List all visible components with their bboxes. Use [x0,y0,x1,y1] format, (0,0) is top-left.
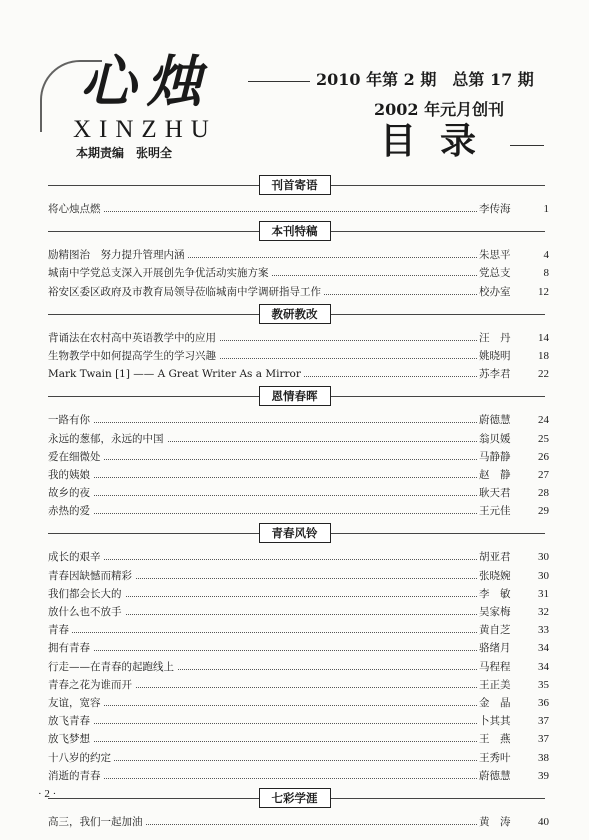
entry-title: 青春因缺憾而精彩 [48,567,135,585]
entry-page: 27 [538,468,549,481]
dot-leader [48,513,477,514]
entry-page: 39 [538,769,549,782]
entry-author: 吴家梅 [477,603,519,621]
dot-leader [48,477,477,478]
entry-page: 36 [538,696,549,709]
magazine-logo: 心烛 [80,49,212,115]
toc-entry[interactable] [0,658,589,676]
dot-leader [48,741,477,742]
section-header [0,787,589,811]
toc-entry[interactable] [0,621,589,639]
entry-title: 我们都会长大的 [48,585,125,603]
toc-entry[interactable] [0,466,589,484]
section-title: 青春风铃 [259,523,331,543]
entry-author: 黄 涛 [477,813,519,831]
section-header [0,220,589,244]
entry-page: 37 [538,715,549,728]
dot-leader [48,705,477,706]
section-title: 七彩学涯 [259,788,331,808]
dot-leader [48,650,477,651]
entry-author: 王正美 [477,676,519,694]
entry-author: 党总支 [477,264,519,282]
entry-page: 35 [538,678,549,691]
section-header [0,303,589,327]
issue-number: 2010 年第 2 期 总第 17 期 [316,70,534,89]
entry-title: 裕安区委区政府及市教育局领导莅临城南中学调研指导工作 [48,283,324,301]
entry-author: 王秀叶 [477,749,519,767]
dot-leader [48,723,477,724]
entry-author: 翁贝媛 [477,430,519,448]
entry-page: 34 [538,660,549,673]
entry-author: 耿天君 [477,484,519,502]
table-of-contents [0,172,589,831]
toc-entry[interactable] [0,264,589,282]
dot-leader [48,459,477,460]
entry-author: 李传海 [477,200,519,218]
toc-entry[interactable] [0,283,589,301]
entry-page: 30 [538,569,549,582]
entry-page: 18 [538,349,549,362]
toc-entry[interactable] [0,694,589,712]
entry-author: 李 敏 [477,585,519,603]
toc-heading: 目录 [380,121,501,162]
dot-leader [48,495,477,496]
entry-author: 姚晓明 [477,347,519,365]
entry-title: 青春 [48,621,72,639]
toc-entry[interactable] [0,730,589,748]
entry-page: 34 [538,642,549,655]
entry-page: 12 [538,285,549,298]
section-header [0,174,589,198]
toc-entry[interactable] [0,448,589,466]
entry-page: 1 [543,203,549,215]
toc-entry[interactable] [0,567,589,585]
toc-entry[interactable] [0,639,589,657]
founded-date: 2002 年元月创刊 [374,100,505,119]
issue-rule [248,81,310,82]
magazine-pinyin: XINZHU [73,116,217,143]
entry-title: 青春之花为谁而开 [48,676,135,694]
section-title: 恩情春晖 [259,386,331,406]
editor-credit: 本期责编 张明全 [76,146,173,160]
entry-title: 友谊，宽容 [48,694,104,712]
entry-author: 汪 丹 [477,329,519,347]
entry-page: 37 [538,733,549,746]
entry-title: 拥有青春 [48,639,93,657]
entry-page: 33 [538,624,549,637]
entry-author: 校办室 [477,283,519,301]
entry-title: 爱在细微处 [48,448,104,466]
toc-rule [510,145,544,146]
toc-entry[interactable] [0,411,589,429]
entry-author: 王 燕 [477,730,519,748]
section-header [0,385,589,409]
toc-entry[interactable] [0,767,589,785]
toc-entry[interactable] [0,502,589,520]
toc-entry[interactable] [0,365,589,383]
toc-entry[interactable] [0,246,589,264]
entry-title: 赤热的爱 [48,502,93,520]
entry-title: 背诵法在农村高中英语教学中的应用 [48,329,219,347]
entry-title: 十八岁的约定 [48,749,114,767]
entry-page: 31 [538,587,549,600]
section-title: 教研教改 [259,304,331,324]
dot-leader [48,632,477,633]
entry-title: 消逝的青春 [48,767,104,785]
entry-title: 将心烛点燃 [48,200,104,218]
toc-entry[interactable] [0,749,589,767]
entry-author: 朱思平 [477,246,519,264]
entry-title: 放什么也不放手 [48,603,125,621]
entry-page: 8 [543,267,549,280]
toc-entry[interactable] [0,347,589,365]
entry-author: 骆绪月 [477,639,519,657]
entry-title: 城南中学党总支深入开展创先争优活动实施方案 [48,264,272,282]
dot-leader [48,422,477,423]
toc-entry[interactable] [0,712,589,730]
entry-page: 14 [538,331,549,344]
entry-title: 一路有你 [48,411,93,429]
section-title: 本刊特稿 [259,221,331,241]
entry-title: 生物教学中如何提高学生的学习兴趣 [48,347,219,365]
toc-entry[interactable] [0,813,589,831]
toc-entry[interactable] [0,585,589,603]
entry-title: 永远的葱郁，永远的中国 [48,430,167,448]
entry-page: 4 [543,249,549,262]
entry-page: 38 [538,751,549,764]
entry-author: 黄自芝 [477,621,519,639]
dot-leader [48,778,477,779]
page-number: · 2 · [38,788,57,800]
toc-entry[interactable] [0,603,589,621]
entry-page: 24 [538,414,549,427]
toc-entry[interactable] [0,430,589,448]
dot-leader [48,211,477,212]
entry-title: 成长的艰辛 [48,548,104,566]
entry-page: 40 [538,815,549,828]
toc-entry[interactable] [0,329,589,347]
toc-entry[interactable] [0,676,589,694]
entry-author: 赵 静 [477,466,519,484]
entry-author: 蔚德慧 [477,411,519,429]
toc-entry[interactable] [0,484,589,502]
entry-author: 张晓婉 [477,567,519,585]
entry-title: 放飞梦想 [48,730,93,748]
entry-author: 马程程 [477,658,519,676]
entry-page: 22 [538,368,549,381]
entry-page: 29 [538,505,549,518]
section-title: 刊首寄语 [259,175,331,195]
entry-page: 28 [538,487,549,500]
entry-author: 卜其其 [477,712,519,730]
entry-title: 放飞青春 [48,712,93,730]
entry-title: 励精图治 努力提升管理内涵 [48,246,188,264]
entry-author: 胡亚君 [477,548,519,566]
entry-author: 马静静 [477,448,519,466]
entry-title: Mark Twain [1] —— A Great Writer As a Mirror [48,365,304,383]
section-header [0,522,589,546]
entry-title: 我的姨娘 [48,466,93,484]
dot-leader [48,559,477,560]
entry-page: 26 [538,450,549,463]
entry-author: 蔚德慧 [477,767,519,785]
entry-author: 金 晶 [477,694,519,712]
masthead [0,0,589,172]
entry-page: 25 [538,432,549,445]
entry-title: 故乡的夜 [48,484,93,502]
entry-title: 行走——在青春的起跑线上 [48,658,177,676]
toc-entry[interactable] [0,200,589,218]
entry-author: 王元佳 [477,502,519,520]
entry-page: 30 [538,551,549,564]
entry-author: 苏李君 [477,365,519,383]
entry-page: 32 [538,606,549,618]
entry-title: 高三，我们一起加油 [48,813,146,831]
toc-entry[interactable] [0,548,589,566]
